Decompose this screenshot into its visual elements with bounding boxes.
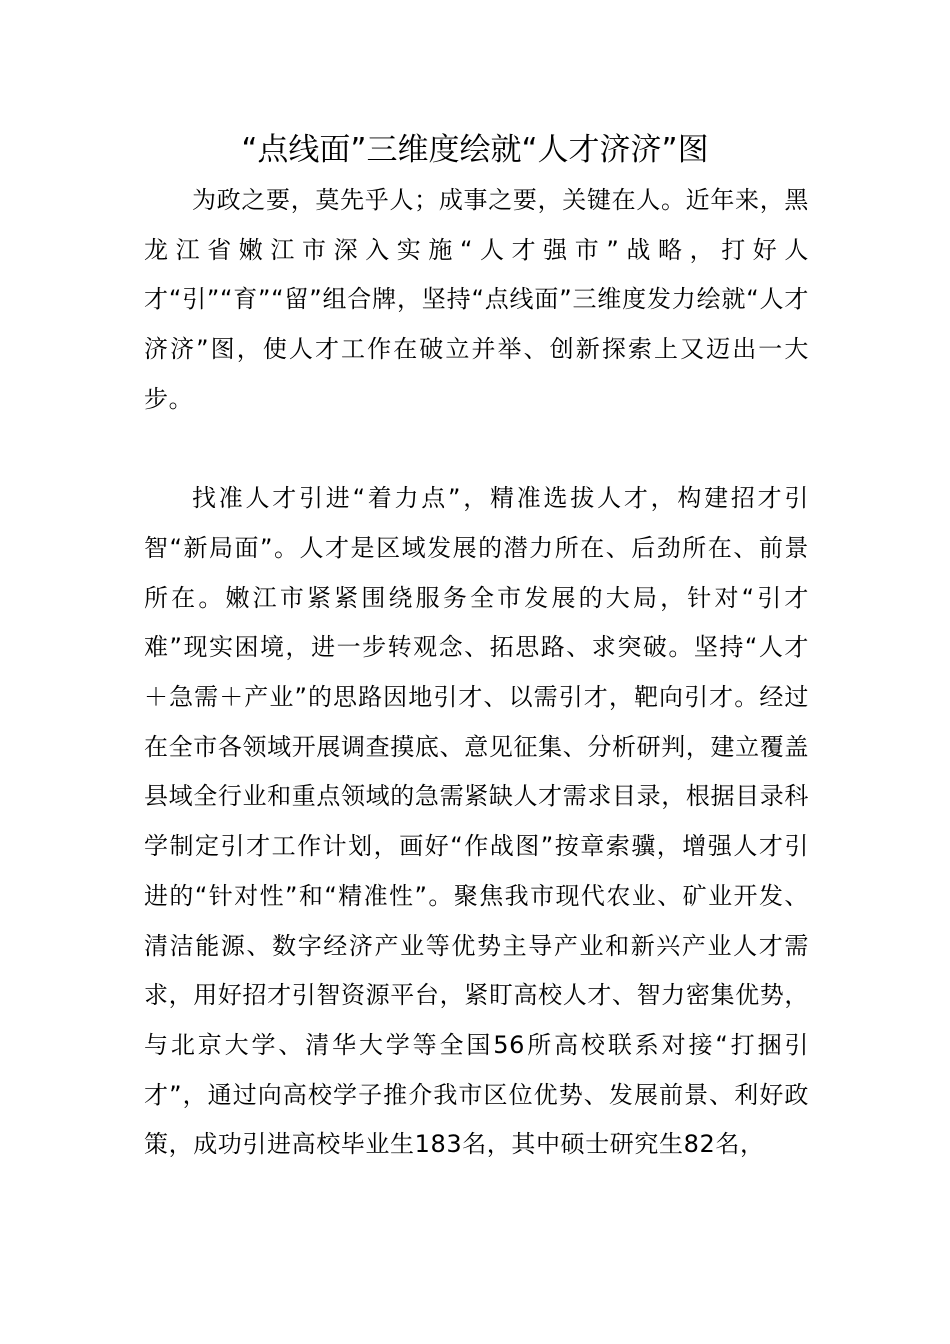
document-title: “点线面”三维度绘就“人才济济”图 <box>241 132 709 168</box>
document-body <box>144 176 809 1170</box>
paragraph-intro: 为政之要，莫先乎人；成事之要，关键在人。近年来，黑龙江省嫩江市深入实施“人才强市”战略，打好人才“引”“育”“留”组合牌，坚持“点线面”三维度发力绘就“人才济济”图，使人才工作在破立并举、创新探索上又迈出一大步。 <box>144 186 809 413</box>
paragraph-talent-introduction: 找准人才引进“着力点”，精准选拔人才，构建招才引智“新局面”。人才是区域发展的潜力所在、后劲所在、前景所在。嫩江市紧紧围绕服务全市发展的大局，针对“引才难”现实困境，进一步转观念、拓思路、求突破。坚持“人才＋急需＋产业”的思路因地引才、以需引才，靶向引才。经过在全市各领域开展调查摸底、意见征集、分析研判，建立覆盖县域全行业和重点领域的急需紧缺人才需求目录，根据目录科学制定引才工作计划，画好“作战图”按章索骥，增强人才引进的“针对性”和“精准性”。聚焦我市现代农业、矿业开发、清洁能源、数字经济产业等优势主导产业和新兴产业人才需求，用好招才引智资源平台，紧盯高校人才、智力密集优势，与北京大学、清华大学等全国56所高校联系对接“打捆引才”，通过向高校学子推介我市区位优势、发展前景、利好政策，成功引进高校毕业生183名，其中硕士研究生82名， <box>144 484 809 1159</box>
